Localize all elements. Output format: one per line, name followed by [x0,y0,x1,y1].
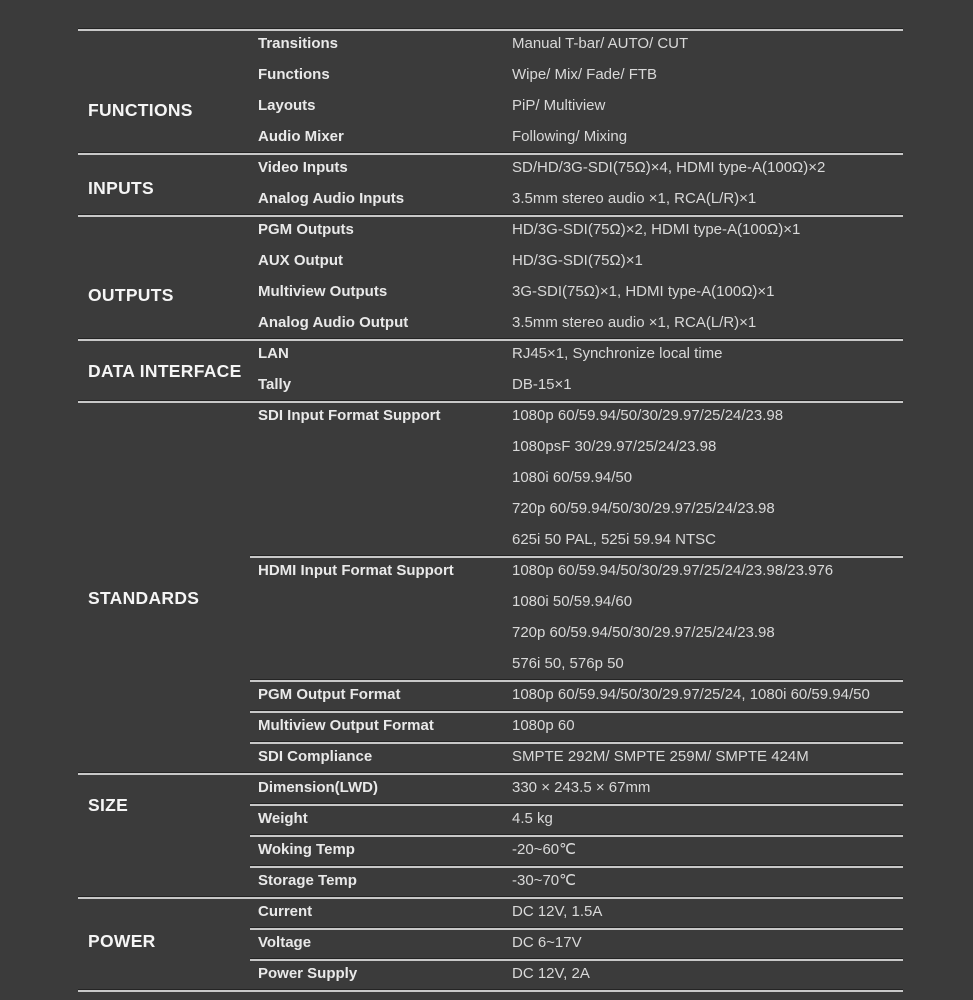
spec-value [512,90,903,121]
value-line: 720p 60/59.94/50/30/29.97/25/24/23.98 [512,624,775,641]
spec-value [512,400,903,555]
spec-label: Layouts [258,97,316,114]
category-label: FUNCTIONS [88,100,193,120]
value-line: 720p 60/59.94/50/30/29.97/25/24/23.98 [512,500,775,517]
spec-label: AUX Output [258,252,343,269]
value-line: HD/3G-SDI(75Ω)×2, HDMI type-A(100Ω)×1 [512,221,801,238]
section-outputs [78,214,903,338]
spec-value [512,28,903,59]
spec-value [512,865,903,896]
spec-row [250,927,903,958]
spec-value [512,927,903,958]
spec-value [512,679,903,710]
spec-row [250,307,903,338]
spec-label: Current [258,903,313,920]
row-divider [250,865,903,868]
spec-label: Multiview Outputs [258,283,388,300]
spec-label: Multiview Output Format [258,717,434,734]
category-label: INPUTS [88,178,154,198]
spec-value [512,307,903,338]
value-line: Following/ Mixing [512,128,628,145]
spec-label: HDMI Input Format Support [258,562,454,579]
spec-label: Power Supply [258,965,358,982]
value-line: 1080p 60/59.94/50/30/29.97/25/24/23.98/23.976 [512,562,834,579]
spec-row [250,121,903,152]
spec-label: SDI Compliance [258,748,373,765]
spec-value [512,338,903,369]
section-divider [78,989,903,992]
category-label: DATA INTERFACE [88,361,242,381]
value-line: DC 6~17V [512,934,582,951]
value-line: Wipe/ Mix/ Fade/ FTB [512,66,658,83]
spec-row [250,555,903,679]
section-standards [78,400,903,772]
spec-label: Video Inputs [258,159,348,176]
row-divider [250,958,903,961]
spec-row [250,803,903,834]
row-divider [250,741,903,744]
spec-label: Woking Temp [258,841,355,858]
row-divider [250,555,903,558]
section-divider [78,338,903,341]
value-line: 1080p 60/59.94/50/30/29.97/25/24, 1080i 60/59.94/50 [512,686,870,703]
spec-row [250,710,903,741]
value-line: 4.5 kg [512,810,553,827]
spec-label: Analog Audio Inputs [258,190,405,207]
value-line: Manual T-bar/ AUTO/ CUT [512,35,689,52]
value-line: 1080p 60/59.94/50/30/29.97/25/24/23.98 [512,407,784,424]
value-line: 1080i 60/59.94/50 [512,469,633,486]
category-label: SIZE [88,795,129,815]
spec-label: Analog Audio Output [258,314,409,331]
value-line: SMPTE 292M/ SMPTE 259M/ SMPTE 424M [512,748,809,765]
spec-value [512,741,903,772]
value-line: RJ45×1, Synchronize local time [512,345,723,362]
spec-value [512,214,903,245]
category-label: OUTPUTS [88,285,174,305]
category-label: STANDARDS [88,588,200,608]
section-divider [78,214,903,217]
section-divider [78,28,903,31]
spec-row [250,741,903,772]
spec-row [250,679,903,710]
value-line: HD/3G-SDI(75Ω)×1 [512,252,643,269]
section-inputs [78,152,903,214]
spec-row [250,214,903,245]
category-label: POWER [88,931,156,951]
value-line: 3.5mm stereo audio ×1, RCA(L/R)×1 [512,190,757,207]
spec-label: LAN [258,345,289,362]
spec-row [250,152,903,183]
section-divider [78,400,903,403]
spec-value [512,958,903,989]
spec-label: SDI Input Format Support [258,407,441,424]
spec-row [250,896,903,927]
value-line: -20~60℃ [512,841,576,858]
spec-value [512,834,903,865]
value-line: 1080p 60 [512,717,575,734]
spec-label: Dimension(LWD) [258,779,378,796]
section-power [78,896,903,989]
spec-value [512,183,903,214]
spec-label: Transitions [258,35,339,52]
spec-value [512,276,903,307]
value-line: 1080psF 30/29.97/25/24/23.98 [512,438,717,455]
spec-row [250,245,903,276]
spec-row [250,59,903,90]
section-data-interface [78,338,903,400]
spec-row [250,183,903,214]
spec-row [250,958,903,989]
spec-value [512,772,903,803]
spec-row [250,90,903,121]
spec-table [78,28,903,989]
spec-label: PGM Outputs [258,221,354,238]
spec-row [250,369,903,400]
spec-value [512,121,903,152]
value-line: 3.5mm stereo audio ×1, RCA(L/R)×1 [512,314,757,331]
spec-label: Storage Temp [258,872,357,889]
row-divider [250,679,903,682]
value-line: 3G-SDI(75Ω)×1, HDMI type-A(100Ω)×1 [512,283,775,300]
value-line: 330 × 243.5 × 67mm [512,779,651,796]
spec-row [250,834,903,865]
row-divider [250,803,903,806]
spec-value [512,245,903,276]
spec-value [512,59,903,90]
spec-row [250,865,903,896]
spec-row [250,400,903,555]
spec-row [250,772,903,803]
value-line: DB-15×1 [512,376,572,393]
spec-label: PGM Output Format [258,686,401,703]
value-line: 625i 50 PAL, 525i 59.94 NTSC [512,531,717,548]
value-line: 576i 50, 576p 50 [512,655,624,672]
spec-value [512,710,903,741]
section-divider [78,152,903,155]
section-divider [78,772,903,775]
spec-label: Functions [258,66,330,83]
value-line: -30~70℃ [512,872,576,889]
spec-value [512,555,903,679]
spec-value [512,803,903,834]
spec-label: Tally [258,376,292,393]
value-line: 1080i 50/59.94/60 [512,593,633,610]
section-functions [78,28,903,152]
value-line: DC 12V, 2A [512,965,590,982]
spec-value [512,152,903,183]
value-line: SD/HD/3G-SDI(75Ω)×4, HDMI type-A(100Ω)×2 [512,159,826,176]
spec-row [250,276,903,307]
spec-label: Voltage [258,934,312,951]
spec-label: Audio Mixer [258,128,344,145]
value-line: DC 12V, 1.5A [512,903,603,920]
spec-label: Weight [258,810,308,827]
row-divider [250,710,903,713]
spec-row [250,28,903,59]
value-line: PiP/ Multiview [512,97,606,114]
section-size [78,772,903,896]
spec-row [250,338,903,369]
row-divider [250,834,903,837]
spec-value [512,369,903,400]
row-divider [250,927,903,930]
section-divider [78,896,903,899]
spec-value [512,896,903,927]
